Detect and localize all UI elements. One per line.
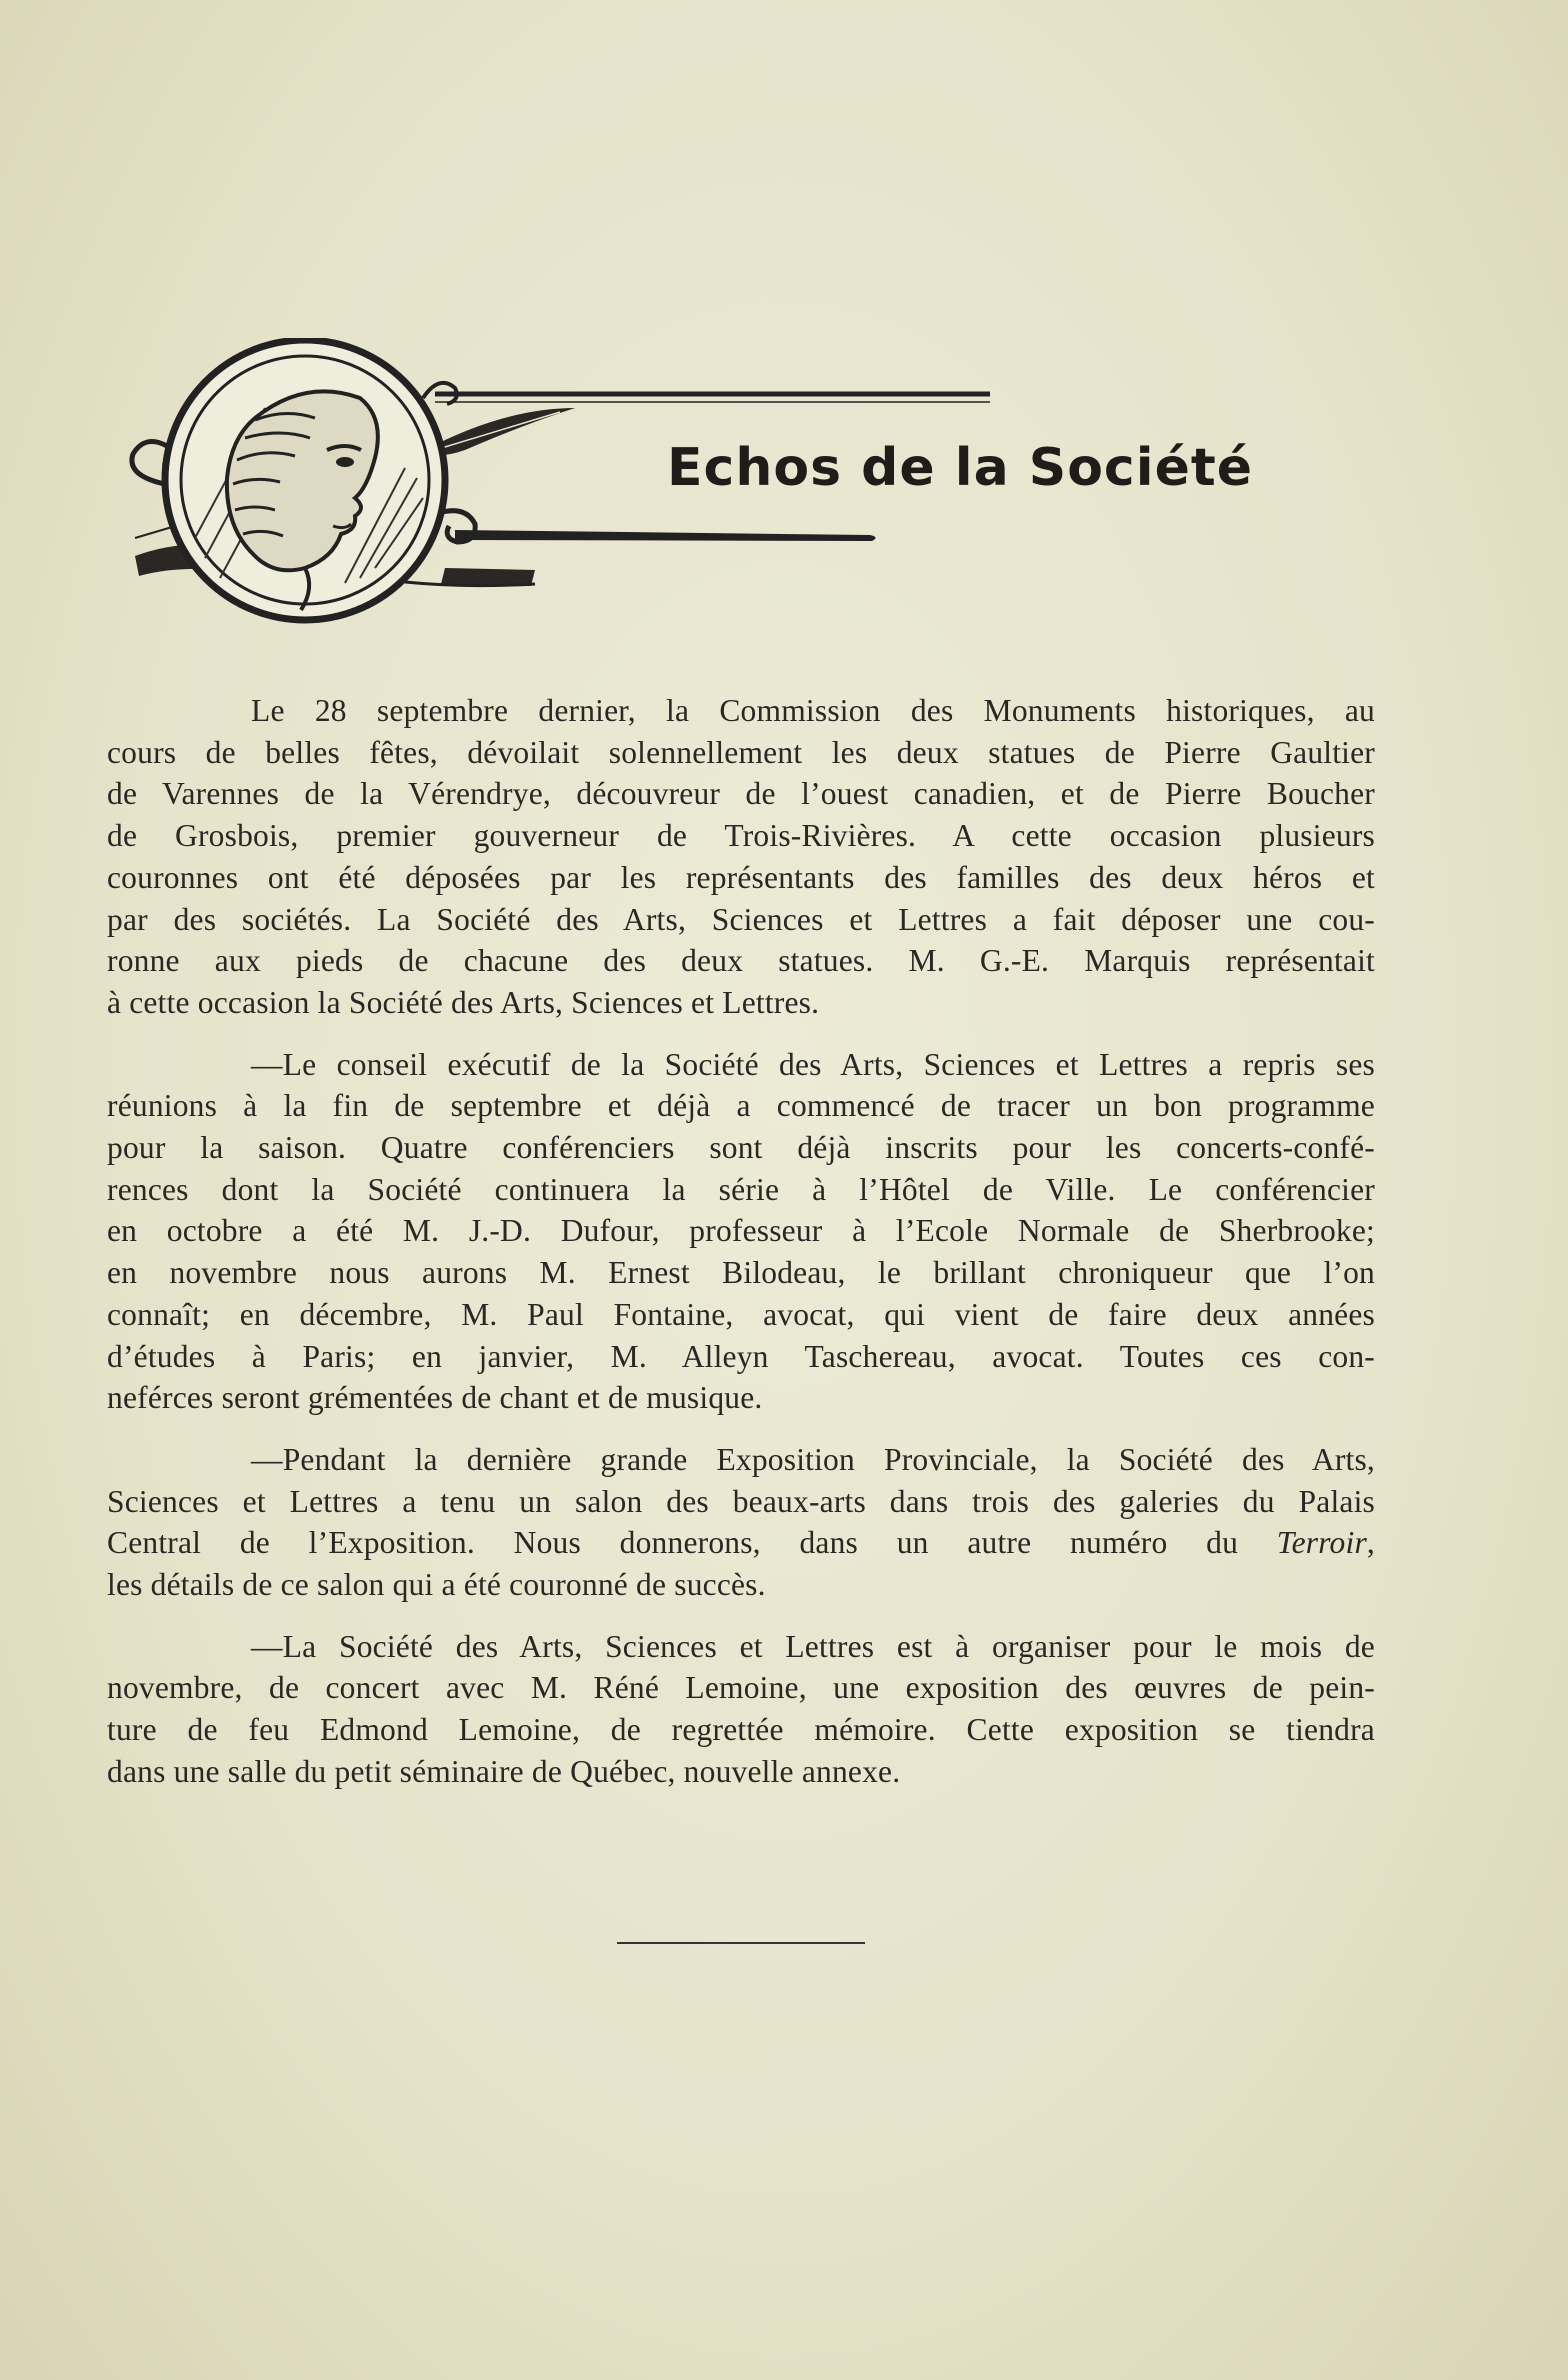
text-line: en octobre a été M. J.-D. Dufour, professeur à l’Ecole Normale de Sherbrooke; [107,1213,1375,1249]
text-line: par des sociétés. La Société des Arts, Sciences et Lettres a fait déposer une cou- [107,901,1375,937]
text-line: réunions à la fin de septembre et déjà a commencé de tracer un bon programme [107,1088,1375,1124]
text-line: couronnes ont été déposées par les représentants des familles des deux héros et [107,859,1375,895]
text-line: —La Société des Arts, Sciences et Lettres est à organiser pour le mois de [251,1628,1375,1664]
text-line: dans une salle du petit séminaire de Québec, nouvelle annexe. [107,1753,901,1789]
text-line: de Varennes de la Vérendrye, découvreur de l’ouest canadien, et de Pierre Boucher [107,776,1375,812]
text-line: Sciences et Lettres a tenu un salon des beaux-arts dans trois des galeries du Palais [107,1483,1375,1519]
text-line: d’études à Paris; en janvier, M. Alleyn Taschereau, avocat. Toutes ces con- [107,1338,1375,1374]
text-line: en novembre nous aurons M. Ernest Bilodeau, le brillant chroniqueur que l’on [107,1255,1375,1291]
closing-rule [617,1942,865,1944]
text-line: de Grosbois, premier gouverneur de Trois-Rivières. A cette occasion plusieurs [107,818,1375,854]
text-line: —Pendant la dernière grande Exposition Provinciale, la Société des Arts, [251,1441,1375,1477]
text-line: neférces seront grémentées de chant et de musique. [107,1380,763,1416]
section-header [105,338,1355,628]
text-line [107,1522,1375,1564]
page-title: Echos de la Société [667,438,1253,498]
paragraph-conseil [107,1044,1375,1419]
text-line: —Le conseil exécutif de la Société des Arts, Sciences et Lettres a repris ses [251,1046,1375,1082]
publication-name: Terroir [1276,1525,1367,1561]
text-line: Le 28 septembre dernier, la Commission des Monuments historiques, au [251,693,1375,728]
punctuation: , [1366,1525,1375,1561]
text-line: cours de belles fêtes, dévoilait solennellement les deux statues de Pierre Gaultier [107,734,1375,770]
text-line: à cette occasion la Société des Arts, Sciences et Lettres. [107,984,820,1020]
text-line: ture de feu Edmond Lemoine, de regrettée mémoire. Cette exposition se tiendra [107,1712,1375,1748]
text-line: les détails de ce salon qui a été couronné de succès. [107,1567,766,1603]
paragraph-lemoine [107,1626,1375,1793]
text-line: ronne aux pieds de chacune des deux statues. M. G.-E. Marquis représentait [107,943,1375,979]
paragraph-exposition [107,1439,1375,1606]
paragraph-commission [107,690,1375,1024]
article-body [107,690,1375,1813]
text-segment: Central de l’Exposition. Nous donnerons, dans un autre numéro du [107,1525,1239,1561]
text-line: pour la saison. Quatre conférenciers sont déjà inscrits pour les concerts-confé- [107,1130,1375,1166]
text-line: rences dont la Société continuera la série à l’Hôtel de Ville. Le conférencier [107,1171,1375,1207]
text-line: novembre, de concert avec M. Réné Lemoine, une exposition des œuvres de pein- [107,1670,1375,1706]
text-line: connaît; en décembre, M. Paul Fontaine, avocat, qui vient de faire deux années [107,1296,1375,1332]
